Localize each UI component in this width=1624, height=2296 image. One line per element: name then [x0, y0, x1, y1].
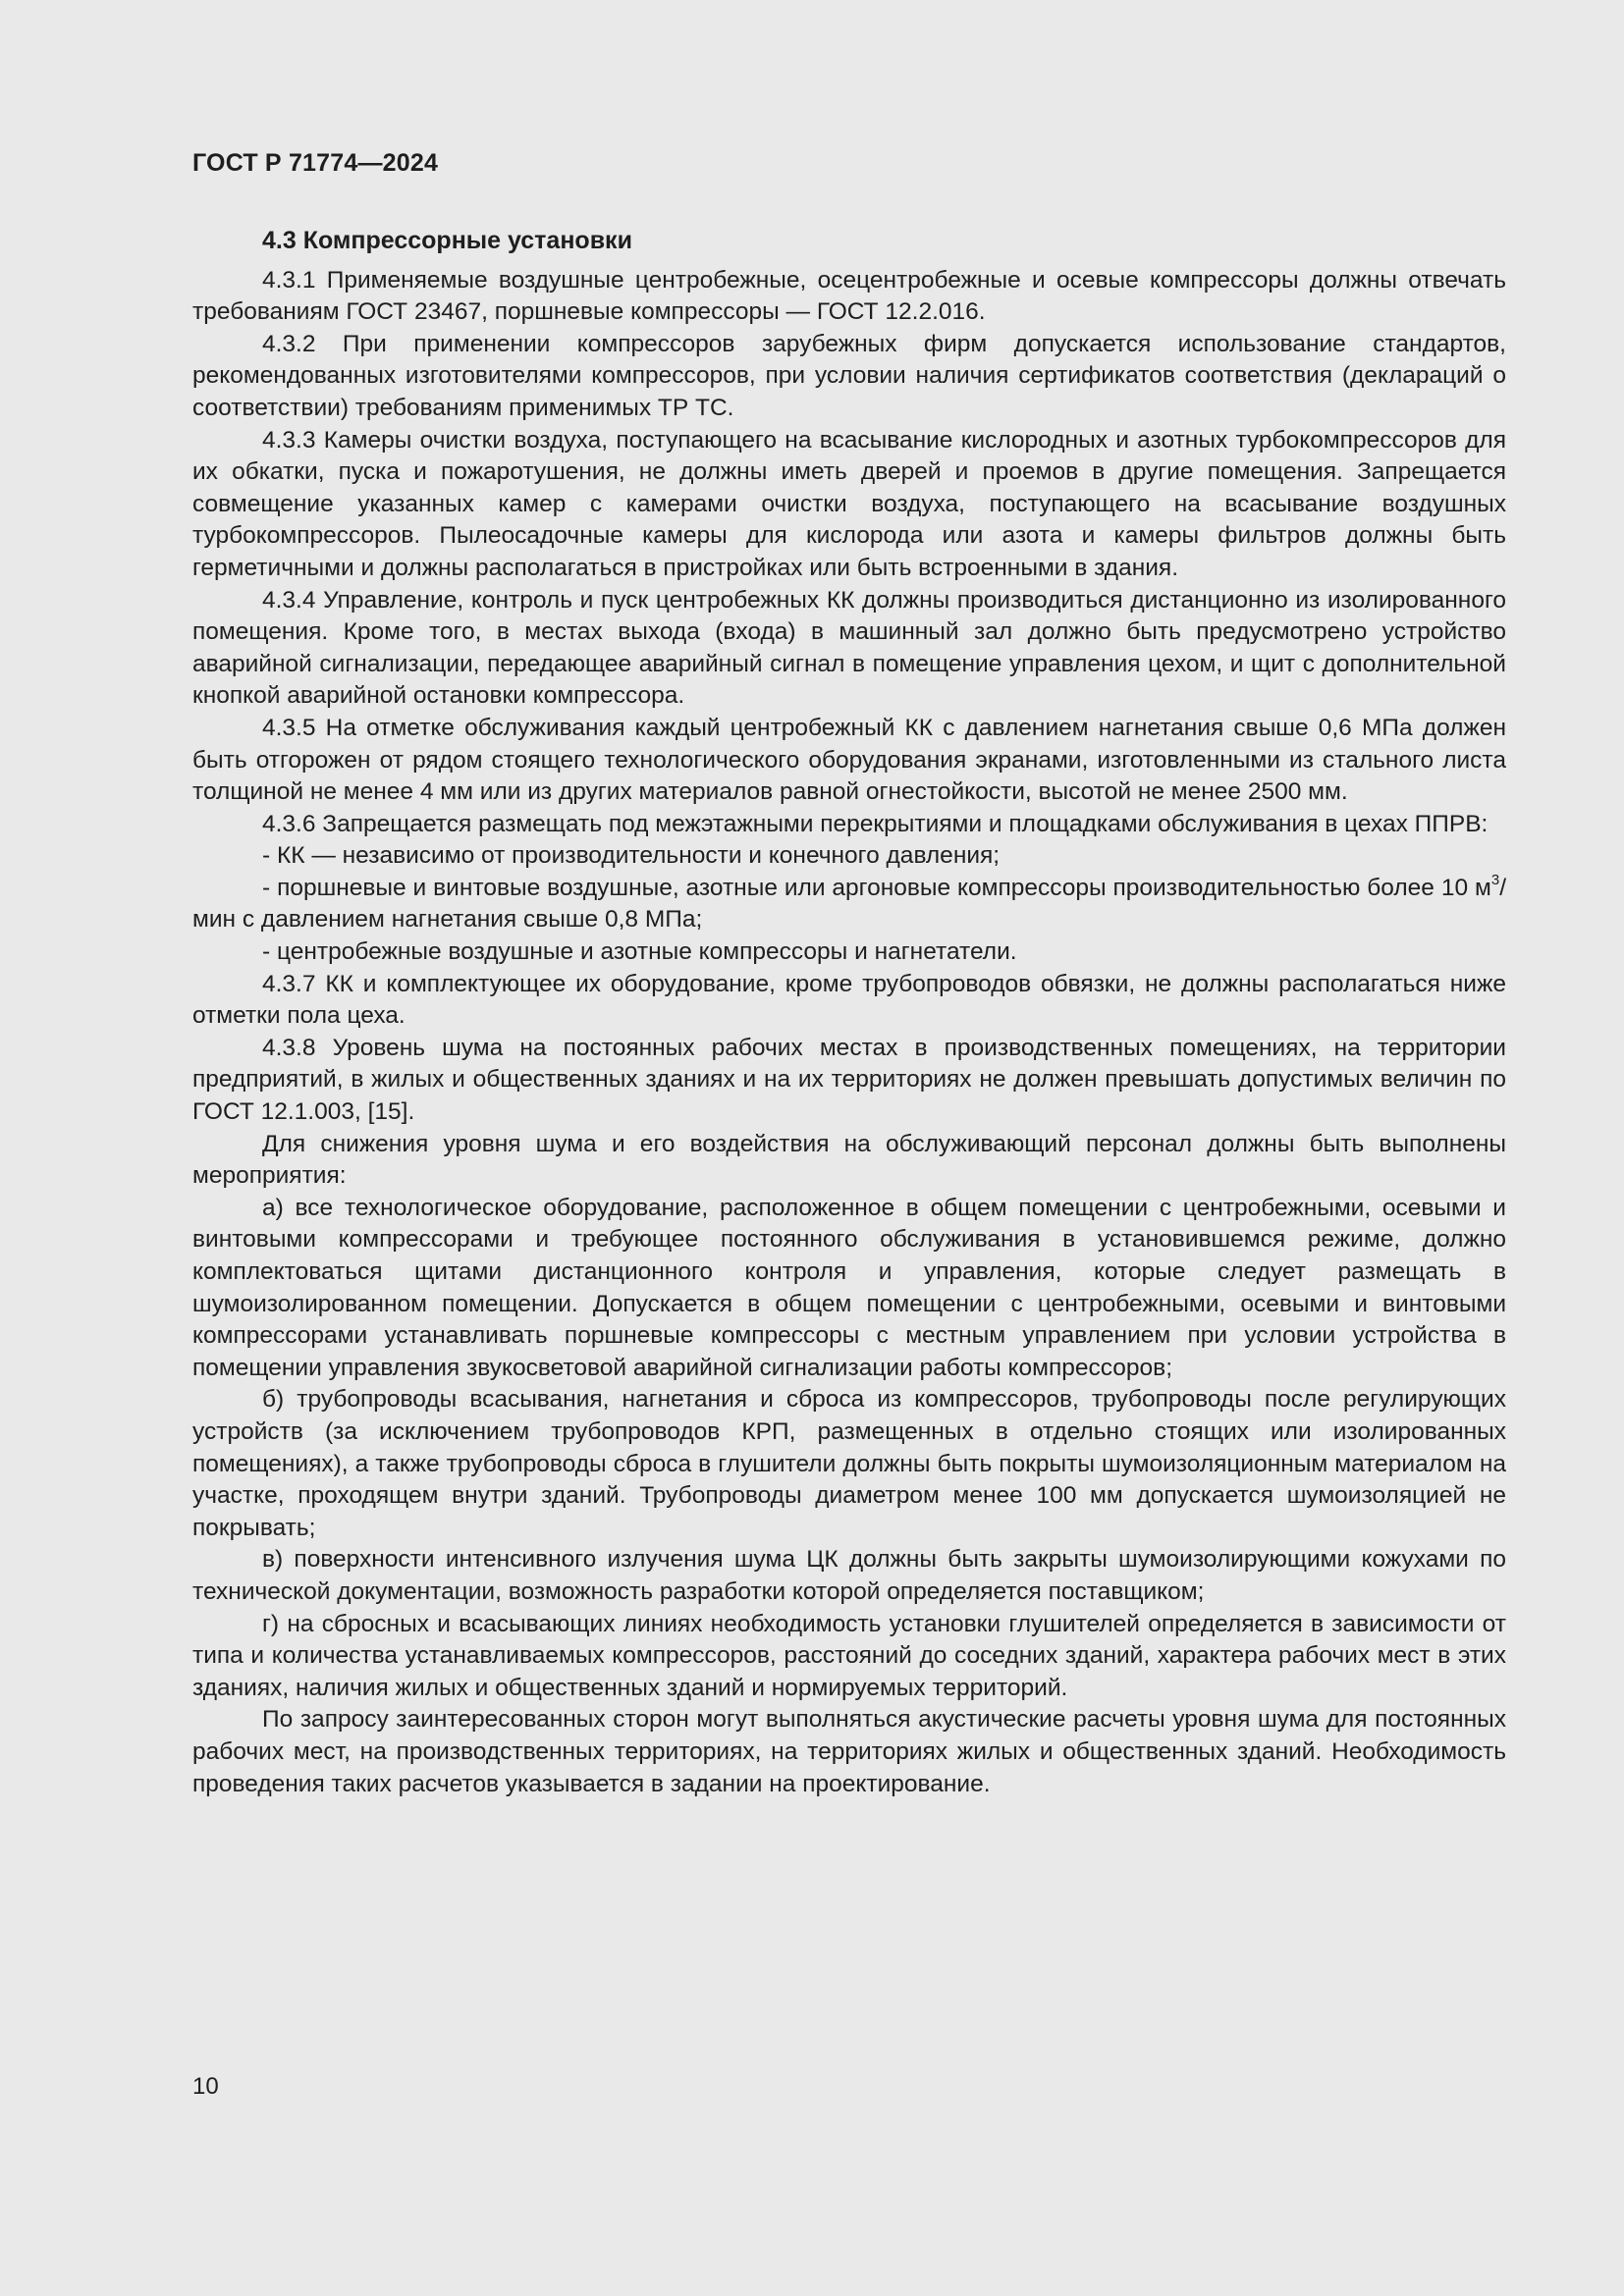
measure-item-b: б) трубопроводы всасывания, нагнетания и сброса из компрессоров, трубопроводы после регулирующих устройств (за исключением трубопроводов КРП, размещенных в отдельно стоящих или изолированных помещениях), а также трубопроводы сброса в глушители должны быть покрыты шумоизоляционным материалом на участке, проходящем внутри зданий. Трубопроводы диаметром менее 100 мм допускается шумоизоляцией не покрывать;: [192, 1386, 1506, 1541]
list-item-centrifugal: - центробежные воздушные и азотные компрессоры и нагнетатели.: [262, 938, 1017, 966]
paragraph-4-3-3: 4.3.3 Камеры очистки воздуха, поступающего на всасывание кислородных и азотных турбокомпрессоров для их обкатки, пуска и пожаротушения, не должны иметь дверей и проемов в другие помещения. Запрещается совмещение указанных камер с камерами очистки воздуха, поступающего на всасывание воздушных турбокомпрессоров. Пылеосадочные камеры для кислорода или азота и камеры фильтров должны быть герметичными и должны располагаться в пристройках или быть встроенными в здания.: [192, 426, 1506, 581]
document-body: [192, 225, 1506, 1800]
list-item-kk: - КК — независимо от производительности и конечного давления;: [262, 842, 1001, 870]
section-title: 4.3 Компрессорные установки: [262, 227, 632, 254]
paragraph-4-3-4: 4.3.4 Управление, контроль и пуск центробежных КК должны производиться дистанционно из изолированного помещения. Кроме того, в местах выхода (входа) в машинный зал должно быть предусмотрено устройство аварийной сигнализации, передающее аварийный сигнал в помещение управления цехом, и щит с дополнительной кнопкой аварийной остановки компрессора.: [192, 586, 1506, 710]
list-item-text: - поршневые и винтовые воздушные, азотные или аргоновые компрессоры производительностью более 10 м: [262, 874, 1491, 901]
paragraph-4-3-1: 4.3.1 Применяемые воздушные центробежные, осецентробежные и осевые компрессоры должны отвечать требованиям ГОСТ 23467, поршневые компрессоры — ГОСТ 12.2.016.: [192, 266, 1506, 326]
paragraph-4-3-6: 4.3.6 Запрещается размещать под межэтажными перекрытиями и площадками обслуживания в цехах ППРВ:: [262, 810, 1489, 837]
paragraph-4-3-7: 4.3.7 КК и комплектующее их оборудование, кроме трубопроводов обвязки, не должны располагаться ниже отметки пола цеха.: [192, 970, 1506, 1030]
list-item-text-end: /мин с давлением нагнетания свыше 0,8 МПа;: [192, 874, 1506, 934]
page-number: 10: [192, 2073, 219, 2100]
measure-item-v: в) поверхности интенсивного излучения шума ЦК должны быть закрыты шумоизолирующими кожухами по технической документации, возможность разработки которой определяется поставщиком;: [192, 1546, 1506, 1605]
measure-item-a: а) все технологическое оборудование, расположенное в общем помещении с центробежными, осевыми и винтовыми компрессорами и требующее постоянного обслуживания в установившемся режиме, должно комплектоваться щитами дистанционного контроля и управления, которые следует размещать в шумоизолированном помещении. Допускается в общем помещении с центробежными, осевыми и винтовыми компрессорами устанавливать поршневые компрессоры с местным управлением при условии устройства в помещении управления звукосветовой аварийной сигнализации работы компрессоров;: [192, 1194, 1506, 1381]
list-item-piston-compressors: [192, 873, 1506, 936]
paragraph-4-3-2: 4.3.2 При применении компрессоров зарубежных фирм допускается использование стандартов, рекомендованных изготовителями компрессоров, при условии наличия сертификатов соответствия (деклараций о соответствии) требованиям применимых ТР ТС.: [192, 330, 1506, 421]
document-header: ГОСТ Р 71774—2024: [192, 149, 439, 177]
measure-item-g: г) на сбросных и всасывающих линиях необходимость установки глушителей определяется в зависимости от типа и количества устанавливаемых компрессоров, расстояний до соседних зданий, характера рабочих мест в этих зданиях, наличия жилых и общественных зданий и нормируемых территорий.: [192, 1610, 1506, 1701]
paragraph-noise-measures-intro: Для снижения уровня шума и его воздействия на обслуживающий персонал должны быть выполнены мероприятия:: [192, 1130, 1506, 1190]
paragraph-4-3-8: 4.3.8 Уровень шума на постоянных рабочих местах в производственных помещениях, на территории предприятий, в жилых и общественных зданиях и на их территориях не должен превышать допустимых величин по ГОСТ 12.1.003, [15].: [192, 1034, 1506, 1126]
paragraph-acoustic-calculations: По запросу заинтересованных сторон могут выполняться акустические расчеты уровня шума для постоянных рабочих мест, на производственных территориях, на территориях жилых и общественных зданий. Необходимость проведения таких расчетов указывается в задании на проектирование.: [192, 1706, 1506, 1797]
paragraph-4-3-5: 4.3.5 На отметке обслуживания каждый центробежный КК с давлением нагнетания свыше 0,6 МПа должен быть отгорожен от рядом стоящего технологического оборудования экранами, изготовленными из стального листа толщиной не менее 4 мм или из других материалов равной огнестойкости, высотой не менее 2500 мм.: [192, 714, 1506, 806]
superscript: 3: [1490, 871, 1500, 888]
